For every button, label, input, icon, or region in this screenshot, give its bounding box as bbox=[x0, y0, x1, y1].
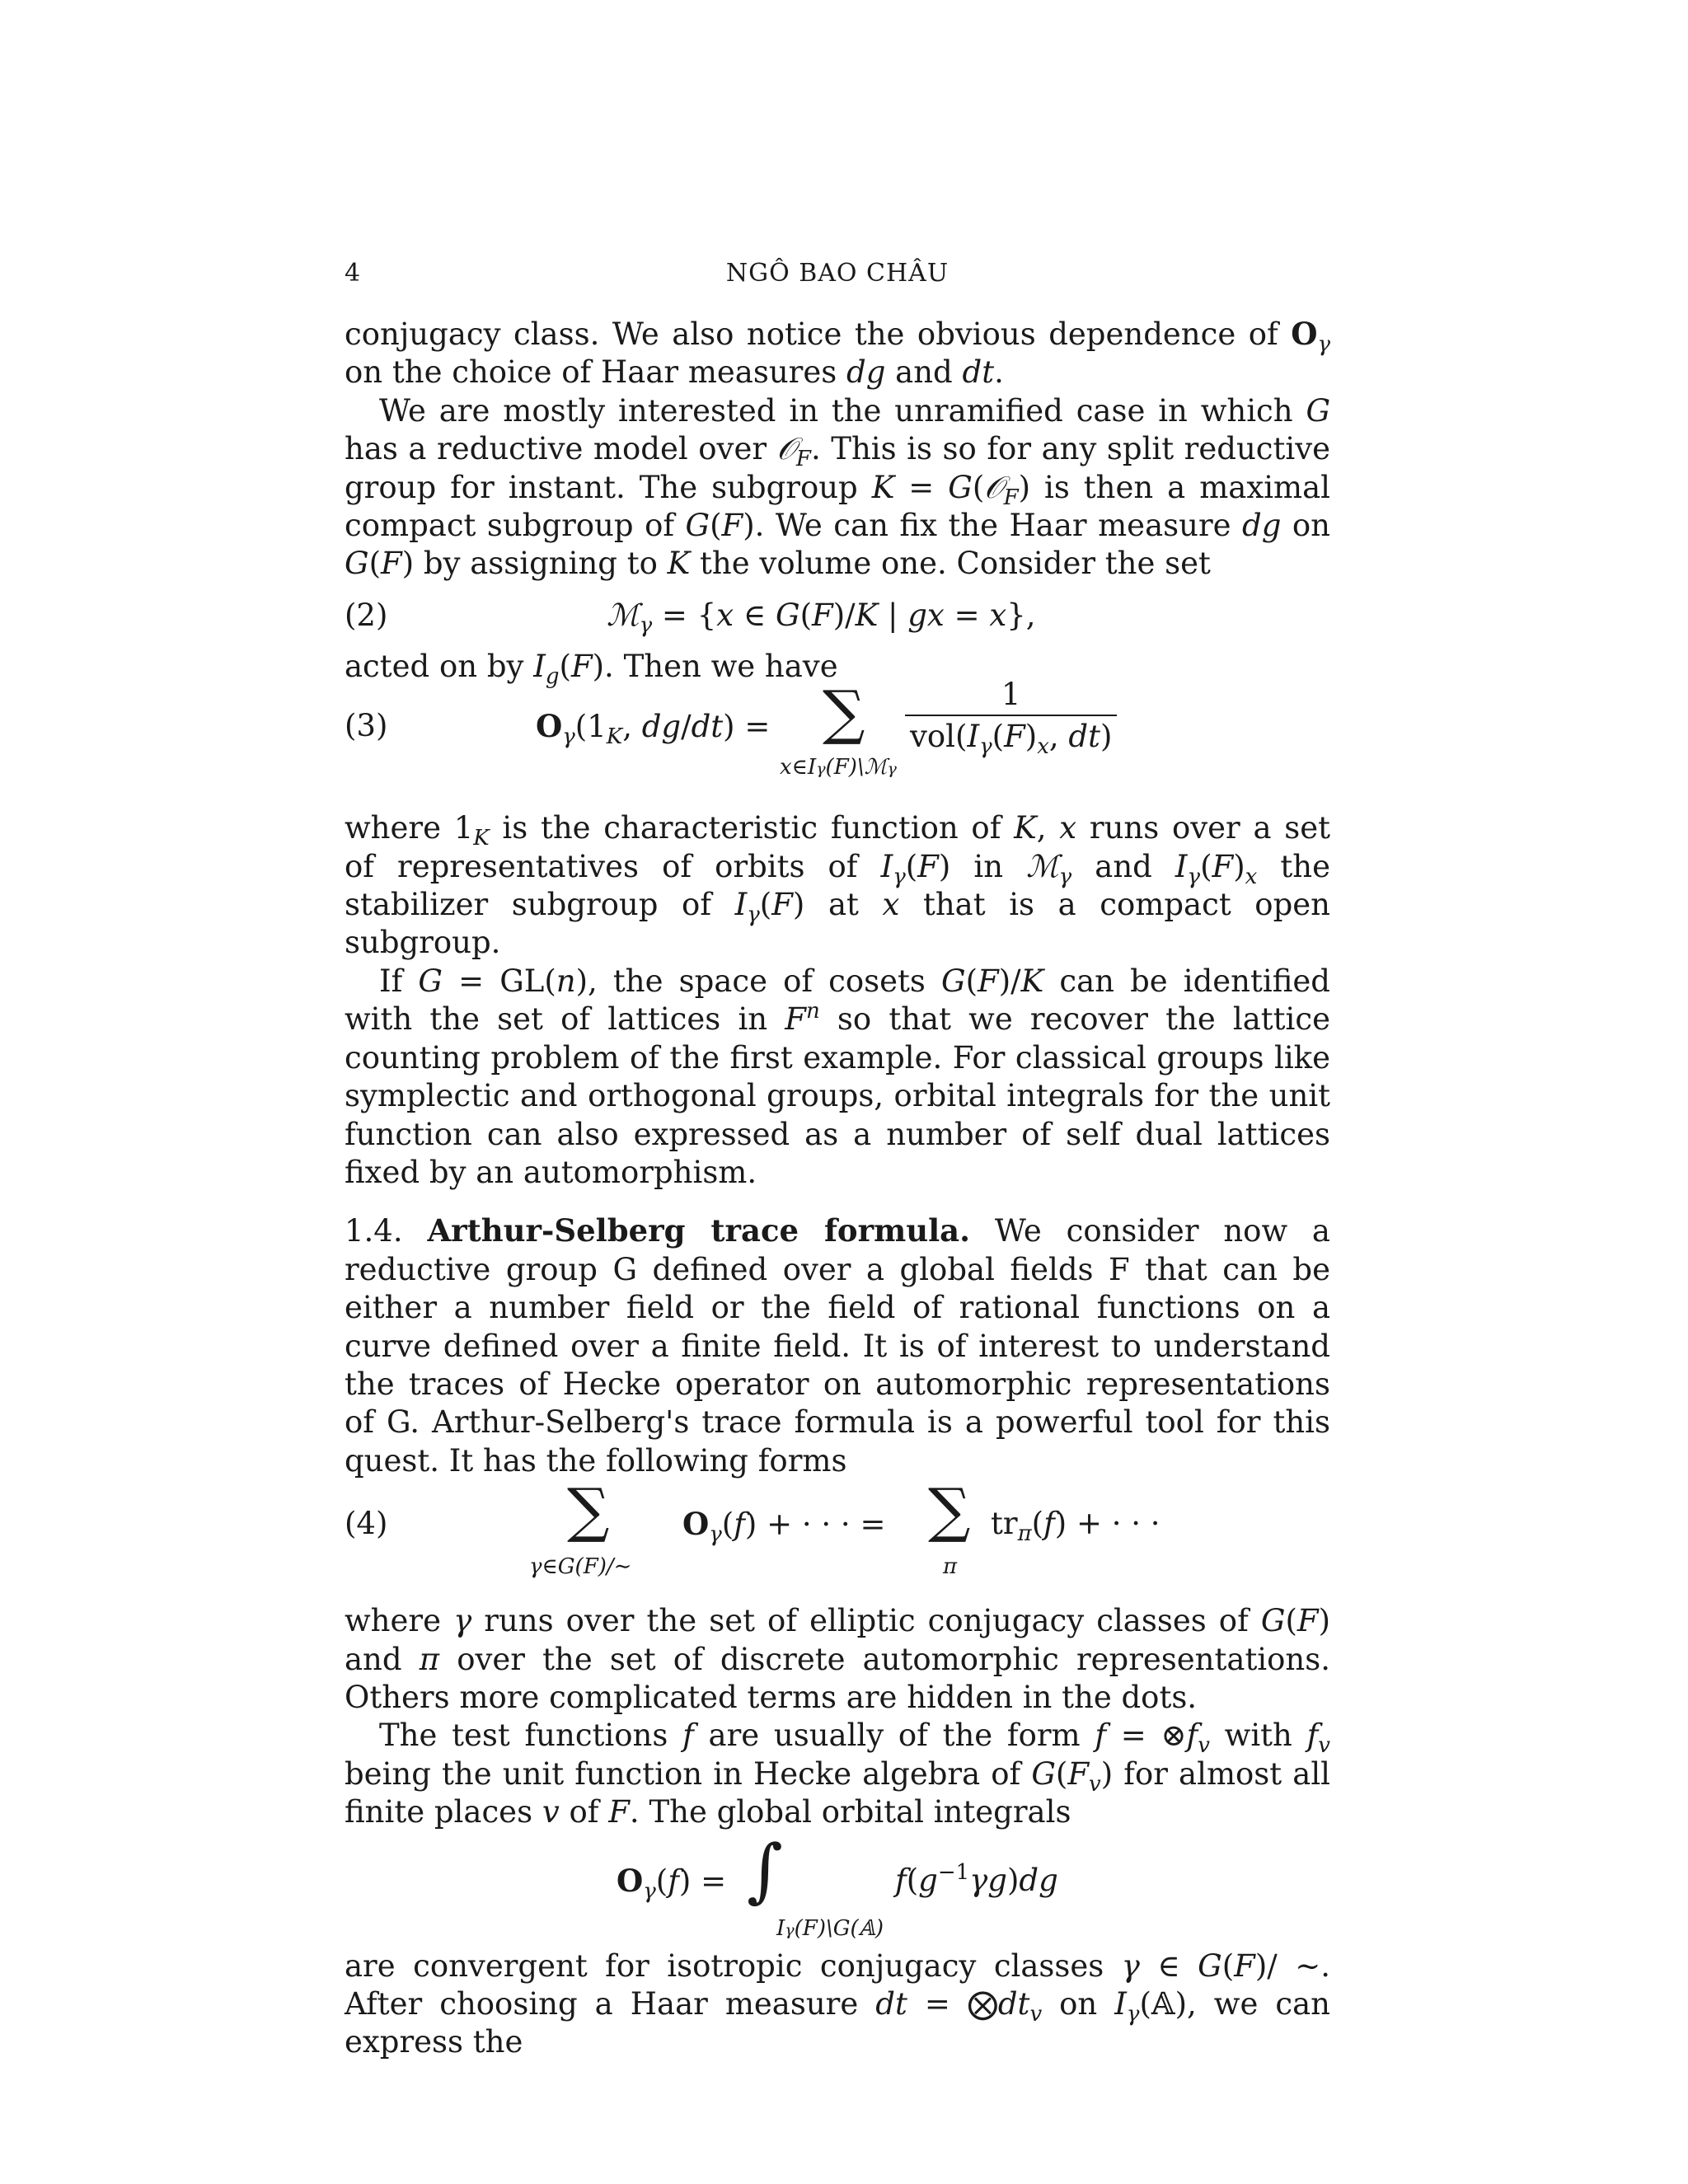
summation-symbol: ∑ bbox=[567, 1475, 610, 1545]
paragraph-8: The test functions f are usually of the form $f = \otimes f_v$ with $f_v$ being the unit function in Hecke algebra of $G(F_v)$ for almost all finite places v of F. The global orbital integrals bbox=[345, 1718, 1330, 1830]
summation-index: x∈Iγ(F)\ℳγ bbox=[780, 755, 897, 780]
paragraph-9: are convergent for isotropic conjugacy classes γ ∈ G(F)/ ∼. After choosing a Haar measure dt = $⨂dt_v$ on $I_\gamma(𝔸)$, we can express the bbox=[345, 1947, 1330, 2060]
integral-symbol: ∫ bbox=[747, 1829, 783, 1910]
running-header bbox=[345, 257, 1330, 290]
equation-lhs: $O_\gamma(1_K$, dg/dt) = bbox=[536, 708, 771, 750]
page-number: 4 bbox=[345, 259, 361, 288]
equation-orbital-integral bbox=[345, 1829, 1330, 1947]
paragraph-3: acted on by $I_g(F)$. Then we have bbox=[345, 648, 838, 689]
summation-symbol-pi: ∑ bbox=[928, 1475, 971, 1545]
equation-2 bbox=[345, 583, 1330, 648]
section-number: 1.4. bbox=[345, 1213, 403, 1249]
main-text bbox=[345, 315, 1330, 2062]
integral-domain: Iγ(F)\G(𝔸) bbox=[776, 1915, 884, 1941]
equation-3 bbox=[345, 677, 1330, 809]
paragraph-7: where γ runs over the set of elliptic conjugacy classes of G(F) and π over the set of discrete automorphic representations. Others more complicated terms are hidden in the dots. bbox=[345, 1603, 1330, 1715]
running-title: NGÔ BAO CHÂU bbox=[725, 259, 950, 288]
equation-4 bbox=[345, 1475, 1330, 1602]
integral-lhs: $O_\gamma(f)$ = bbox=[617, 1862, 727, 1904]
summation-index: γ∈G(F)/∼ bbox=[529, 1554, 632, 1580]
integrand: $f(g^{-1}\gamma g)dg$ bbox=[895, 1859, 1058, 1898]
fraction: $\frac{1}{vol(I_\gamma(F)_x, dt)}$ bbox=[905, 676, 1117, 756]
paragraph-4: where $1_K$ is the characteristic function of K, x runs over a set of representatives of orbits of $I_\gamma(F)$ in ℳ$_\gamma$ and $I_\gamma(F)_x$ the stabilizer subgroup of $I_\gamma(F)$ at x that is a compact open subgroup. bbox=[345, 810, 1330, 961]
equation-body: $O_\gamma(f)$ + · · · = bbox=[682, 1506, 886, 1548]
equation-number: (4) bbox=[345, 1506, 388, 1542]
paragraph-5: If G = GL(n), the space of cosets G(F)/K can be identified with the set of lattices in $F^n$ so that we recover the lattice counting problem of the first example. For classical groups like symplectic and orthogonal groups, orbital integrals for the unit function can also expressed as a number of self dual lattices fixed by an automorphism. bbox=[345, 963, 1330, 1190]
summation-symbol: ∑ bbox=[823, 677, 865, 748]
section-title: Arthur-Selberg trace formula. bbox=[427, 1212, 971, 1249]
section-text: We consider now a reductive group G defined over a global fields F that can be either a number field or the field of rational functions on a curve defined over a finite field. It is of interest to understand the traces of Hecke operator on automorphic representations of G. Arthur-Selberg's trace formula is a powerful tool for this quest. It has the following forms bbox=[345, 1213, 1330, 1479]
equation-number: (2) bbox=[345, 597, 388, 633]
paragraph-1: conjugacy class. We also notice the obvious dependence of $O_\gamma$ on the choice of Haar measures dg and dt. bbox=[345, 316, 1330, 391]
equation-number: (3) bbox=[345, 708, 388, 744]
equation-rhs: $tr_\pi(f)$ + · · · bbox=[991, 1506, 1160, 1547]
summation-index-pi: π bbox=[943, 1554, 958, 1580]
equation-body: ℳ$_\gamma$ = {x ∈ G(F)/K | gx = x}, bbox=[607, 597, 1036, 638]
paragraph-6 bbox=[345, 1212, 1330, 1480]
paragraph-2: We are mostly interested in the unramified case in which G has a reductive model over 𝒪$_F$. This is so for any split reductive group for instant. The subgroup K = G(𝒪$_F$) is then a maximal compact subgroup of G(F). We can fix the Haar measure dg on G(F) by assigning to K the volume one. Consider the set bbox=[345, 392, 1331, 582]
